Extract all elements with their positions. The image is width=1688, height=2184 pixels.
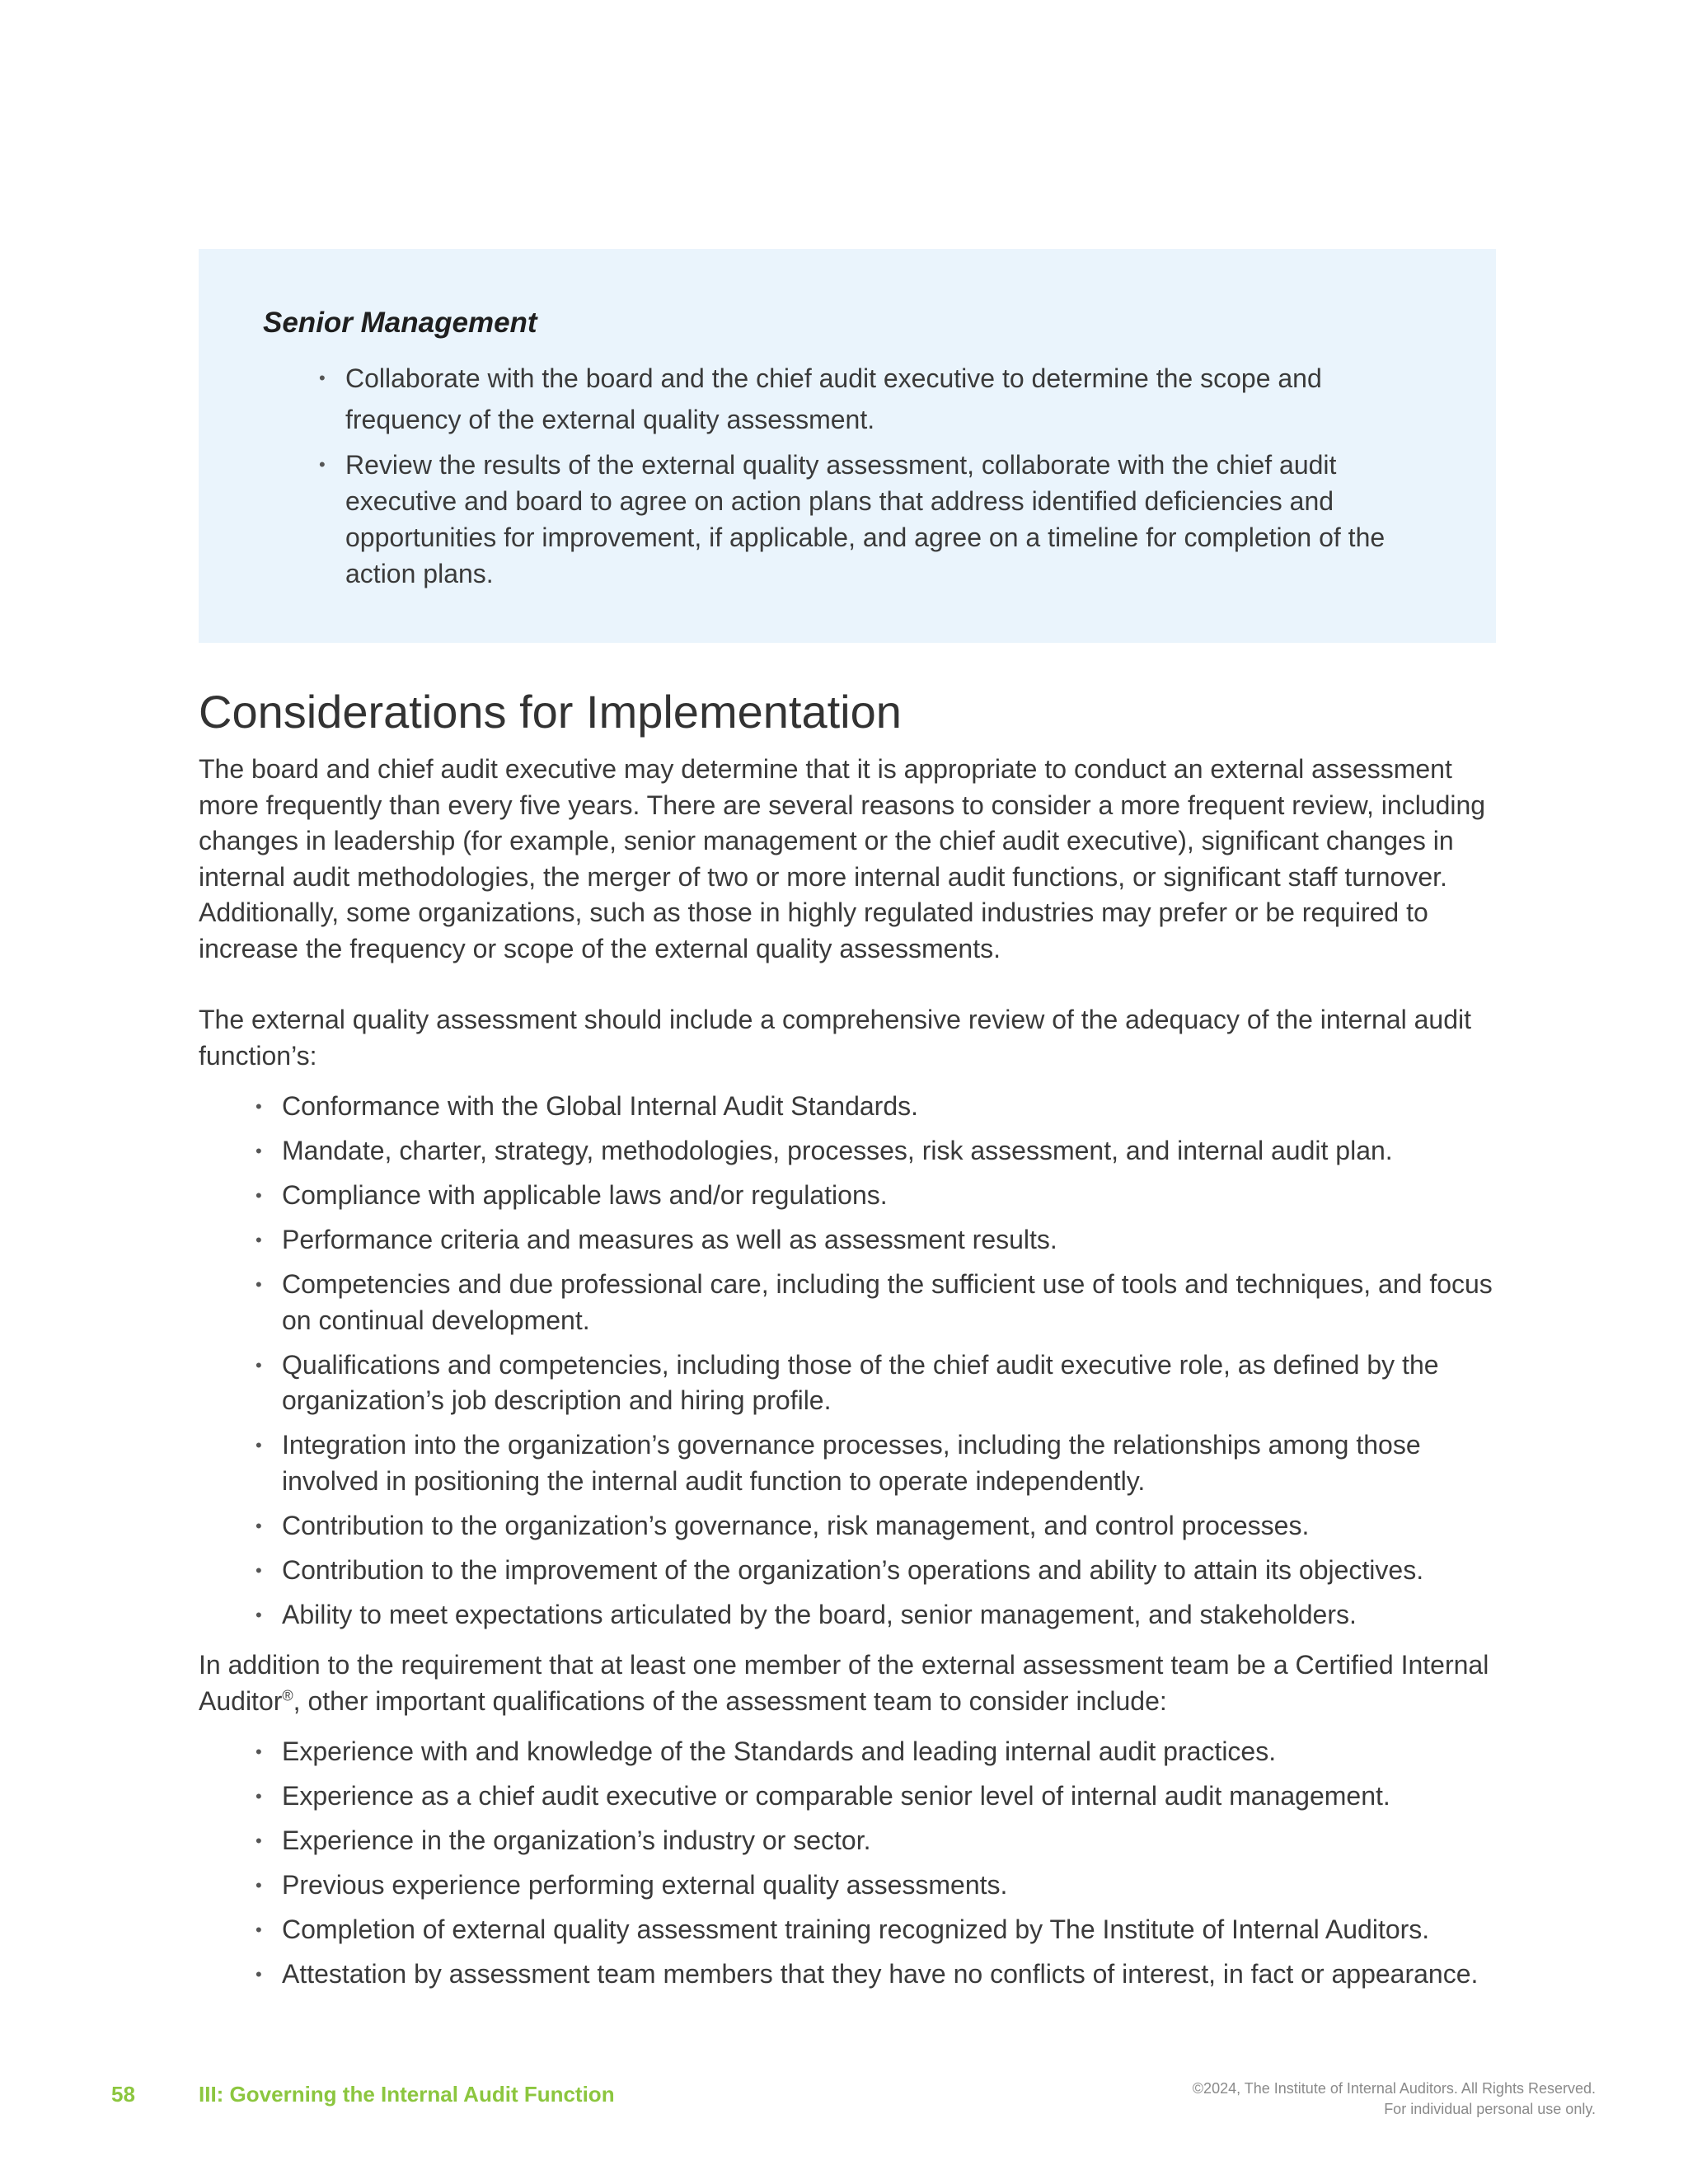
list-item: • Mandate, charter, strategy, methodologies, processes, risk assessment, and internal audit plan. [256,1133,1501,1169]
usage-text: For individual personal use only. [1384,2101,1596,2117]
callout-list [319,358,1415,598]
list-item: • Experience as a chief audit executive or comparable senior level of internal audit management. [256,1779,1501,1815]
paragraph-frequency: The board and chief audit executive may determine that it is appropriate to conduct an external assessment more frequently than every five years. There are several reasons to consider a more frequent review, including changes in leadership (for example, senior management or the chief audit executive), significant changes in internal audit methodologies, the merger of two or more internal audit functions, or significant staff turnover. Additionally, some organizations, such as those in highly regulated industries may prefer or be required to increase the frequency or scope of the external quality assessments. [199,754,1486,963]
main-content [199,681,1501,2008]
list-item: • Experience in the organization’s industry or sector. [256,1823,1501,1859]
footer-copyright [1193,2079,1596,2120]
list-item: • Compliance with applicable laws and/or regulations. [256,1178,1501,1214]
list-item: • Performance criteria and measures as well as assessment results. [256,1222,1501,1258]
list-item: • Conformance with the Global Internal Audit Standards. [256,1089,1501,1125]
callout-list-item: • Collaborate with the board and the chief audit executive to determine the scope and frequency of the external quality assessment. [319,358,1415,440]
copyright-text: ©2024, The Institute of Internal Auditors. All Rights Reserved. [1192,2080,1596,2097]
list-item: • Contribution to the improvement of the organization’s operations and ability to attain its objectives. [256,1553,1501,1589]
list-item: • Qualifications and competencies, including those of the chief audit executive role, as defined by the organization’s job description and hiring profile. [256,1347,1501,1419]
qualifications-text-end: , other important qualifications of the assessment team to consider include: [293,1685,1167,1716]
section-title: Considerations for Implementation [199,686,902,738]
list-item: • Ability to meet expectations articulated by the board, senior management, and stakeholders. [256,1597,1501,1633]
list-item: • Previous experience performing external quality assessments. [256,1868,1501,1904]
registered-mark: ® [282,1686,293,1704]
footer-section-label: III: Governing the Internal Audit Function [199,2082,615,2107]
qualifications-list [199,1734,1501,1993]
review-scope-list [199,1089,1501,1633]
list-item: • Completion of external quality assessment training recognized by The Institute of Internal Auditors. [256,1912,1501,1948]
callout-list-item: • Review the results of the external quality assessment, collaborate with the chief audit executive and board to agree on action plans that address identified deficiencies and opportunities for improvement, if applicable, and agree on a timeline for completion of the action plans. [319,447,1415,592]
list-item: • Contribution to the organization’s governance, risk management, and control processes. [256,1508,1501,1544]
callout-heading: Senior Management [263,307,537,339]
list-item: • Integration into the organization’s governance processes, including the relationships among those involved in positioning the internal audit function to operate independently. [256,1427,1501,1499]
qualifications-text: In addition to the requirement that at least one member of the external assessment team be a Certified Internal Auditor [199,1650,1489,1716]
list-item: • Competencies and due professional care, including the sufficient use of tools and techniques, and focus on continual development. [256,1267,1501,1338]
page-number: 58 [111,2082,135,2107]
list-item: • Experience with and knowledge of the Standards and leading internal audit practices. [256,1734,1501,1770]
list-item: • Attestation by assessment team members that they have no conflicts of interest, in fact or appearance. [256,1957,1501,1993]
senior-management-callout [199,249,1496,643]
paragraph-qualifications [199,1647,1501,1719]
paragraph-review-scope: The external quality assessment should include a comprehensive review of the adequacy of the internal audit function’s: [199,1005,1472,1071]
